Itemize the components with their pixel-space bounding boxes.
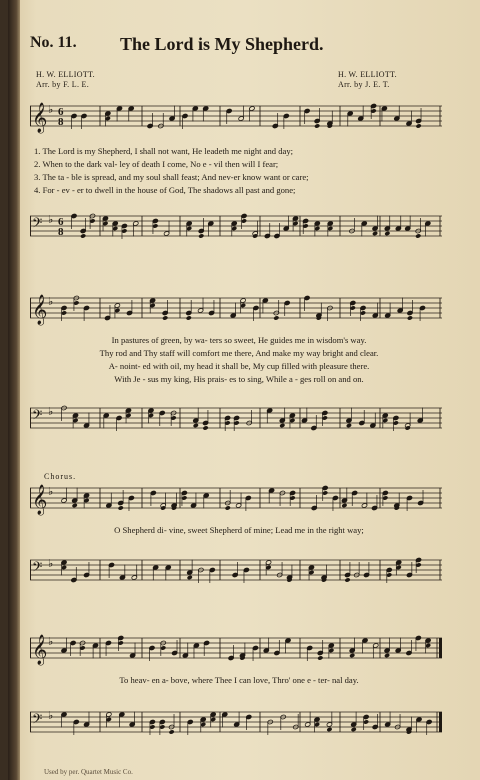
hymn-number: No. 11. (30, 34, 77, 51)
lyric-verse-3: 3. The ta - ble is spread, and my soul shall feast; And nev-er know want or care; (34, 172, 309, 182)
staff-svg (30, 208, 442, 244)
time-signature-bottom: 8 (58, 226, 64, 238)
chorus-label: Chorus. (44, 472, 77, 481)
credit-right-author: H. W. ELLIOTT. (338, 70, 397, 79)
treble-clef-icon: 𝄞 (32, 485, 48, 515)
key-signature-flat-icon: ♭ (48, 295, 54, 308)
credit-left (36, 70, 95, 90)
staff-bass-1 (30, 208, 442, 244)
staff-treble-3 (30, 480, 442, 516)
copyright-footer: Used by per. Quartet Music Co. (44, 768, 133, 776)
time-signature-top: 6 (58, 216, 64, 228)
key-signature-flat-icon: ♭ (48, 709, 54, 722)
treble-clef-icon: 𝄞 (32, 295, 48, 325)
staff-bass-4 (30, 704, 442, 740)
credit-right (338, 70, 397, 90)
lyric-verse-4: 4. For - ev - er to dwell in the house of God, The shadows all past and gone; (34, 185, 296, 195)
key-signature-flat-icon: ♭ (48, 557, 54, 570)
hymn-header (30, 34, 470, 58)
lyric-verse-3: A- noint- ed with oil, my head it shall be, My cup filled with pleasure there. (108, 361, 370, 371)
staff-treble-2 (30, 290, 442, 326)
key-signature-flat-icon: ♭ (48, 103, 54, 116)
credit-left-author: H. W. ELLIOTT. (36, 70, 95, 79)
hymn-title: The Lord is My Shepherd. (120, 34, 324, 54)
staff-treble-1 (30, 98, 442, 134)
time-signature-bottom: 8 (58, 116, 64, 128)
lyrics-system-3 (34, 524, 444, 537)
staff-svg (30, 290, 442, 326)
staff-bass-3 (30, 552, 442, 588)
staff-svg (30, 630, 442, 666)
time-signature-top: 6 (58, 106, 64, 118)
lyric-verse-2: Thy rod and Thy staff will comfort me there, And make my way bright and clear. (99, 348, 379, 358)
lyrics-system-2 (34, 334, 444, 386)
bass-clef-icon: 𝄢 (32, 407, 43, 426)
staff-treble-4 (30, 630, 442, 666)
treble-clef-icon: 𝄞 (32, 635, 48, 665)
lyrics-system-1 (34, 145, 444, 197)
lyrics-system-4 (34, 674, 444, 687)
credit-left-arranger: Arr. by F. L. E. (36, 80, 90, 89)
key-signature-flat-icon: ♭ (48, 213, 54, 226)
lyric-verse-2: 2. When to the dark val- ley of death I come, No e - vil then will I fear; (34, 159, 279, 169)
staff-bass-2 (30, 400, 442, 436)
staff-svg (30, 400, 442, 436)
staff-svg (30, 480, 442, 516)
key-signature-flat-icon: ♭ (48, 635, 54, 648)
bass-clef-icon: 𝄢 (32, 711, 43, 730)
bass-clef-icon: 𝄢 (32, 559, 43, 578)
lyric-chorus-line-2: To heav- en a- bove, where Thee I can love, Thro' one e - ter- nal day. (119, 675, 359, 685)
staff-svg (30, 98, 442, 134)
bass-clef-icon: 𝄢 (32, 215, 43, 234)
lyric-verse-1: In pastures of green, by wa- ters so sweet, He guides me in wisdom's way. (111, 335, 367, 345)
staff-svg (30, 704, 442, 740)
credit-right-arranger: Arr. by J. E. T. (338, 80, 390, 89)
lyric-verse-1: 1. The Lord is my Shepherd, I shall not want, He leadeth me night and day; (34, 146, 294, 156)
hymnal-page (8, 0, 480, 780)
lyric-verse-4: With Je - sus my king, His prais- es to sing, While a - ges roll on and on. (114, 374, 364, 384)
treble-clef-icon: 𝄞 (32, 103, 48, 133)
book-spine (8, 0, 20, 780)
key-signature-flat-icon: ♭ (48, 405, 54, 418)
key-signature-flat-icon: ♭ (48, 485, 54, 498)
lyric-chorus-line-1: O Shepherd di- vine, sweet Shepherd of mine; Lead me in the right way; (114, 525, 364, 535)
staff-svg (30, 552, 442, 588)
